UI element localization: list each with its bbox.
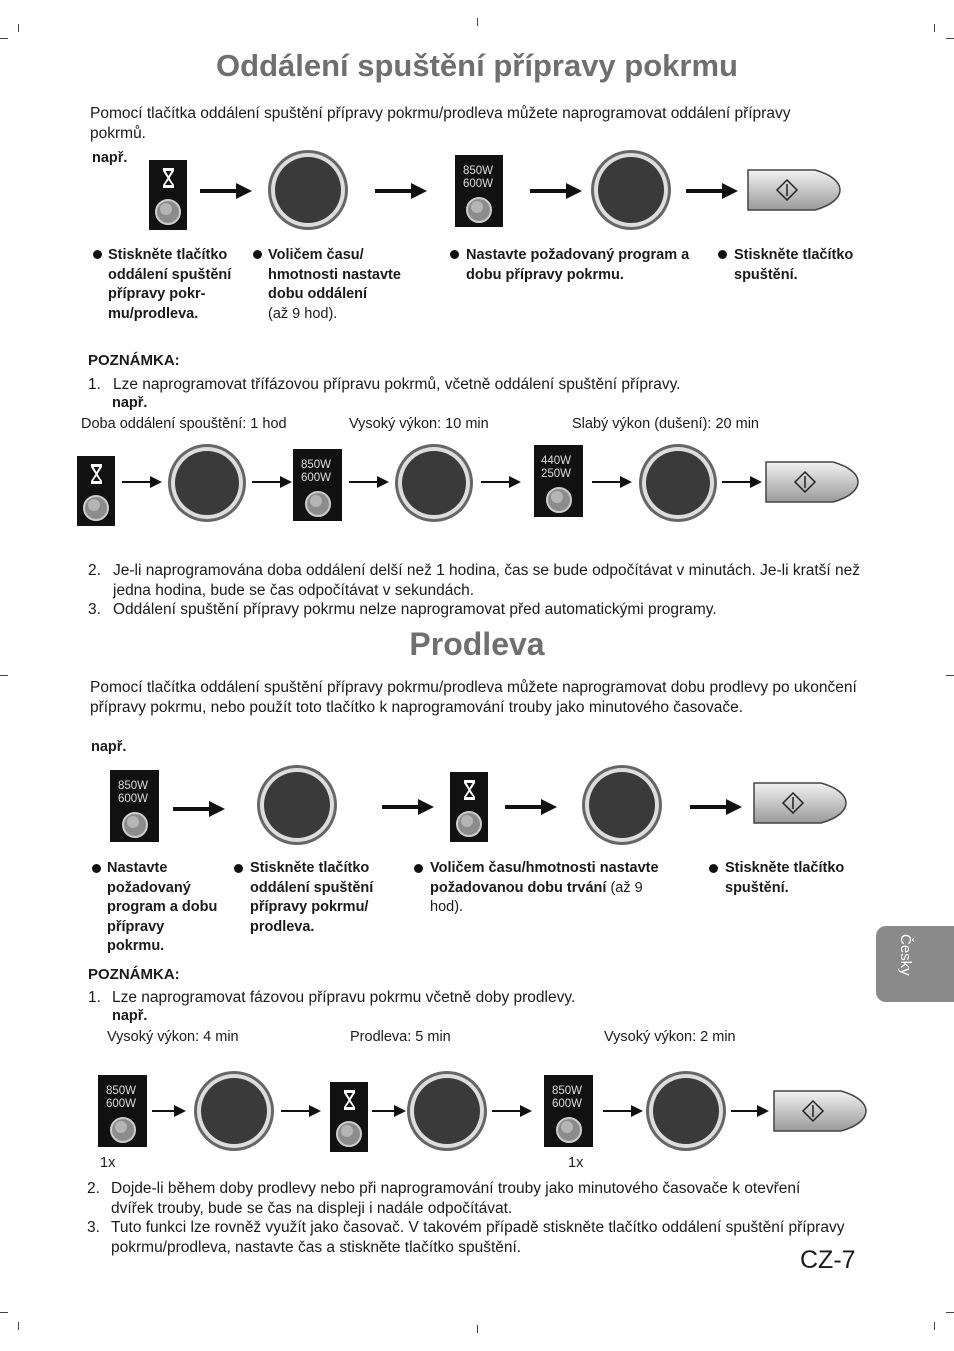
step-text-bold: Voličem času/hmotnosti nastavte požadovanou dobu trvání	[430, 860, 659, 896]
step-text	[430, 859, 670, 918]
arrow-right-icon	[281, 1104, 321, 1123]
power-level-label: 850W	[301, 459, 332, 471]
power-button	[293, 449, 342, 521]
note-heading: POZNÁMKA:	[88, 966, 180, 983]
start-button	[751, 780, 849, 831]
start-button	[745, 167, 843, 218]
arrow-right-icon	[592, 475, 632, 494]
step-text	[734, 246, 874, 285]
crop-mark	[477, 1325, 478, 1333]
step-text-normal: (až 9 hod).	[268, 305, 338, 322]
sequence-label: Vysoký výkon: 2 min	[604, 1029, 736, 1045]
sequence-label: Vysoký výkon: 10 min	[349, 416, 489, 432]
arrow-right-icon	[603, 1104, 643, 1123]
delay-button	[77, 456, 115, 531]
arrow-right-icon	[252, 475, 292, 494]
arrow-right-icon	[372, 1104, 406, 1123]
power-level-label: 250W	[541, 468, 572, 480]
language-tab	[876, 926, 954, 1002]
note-number: 1.	[88, 376, 101, 393]
crop-mark	[0, 1312, 8, 1313]
bullet	[234, 864, 243, 873]
arrow-right-icon	[690, 798, 742, 821]
crop-mark	[477, 18, 478, 26]
step-text	[250, 859, 390, 937]
step-text	[466, 246, 701, 285]
press-count: 1x	[100, 1155, 116, 1171]
power-level-label: 440W	[541, 455, 572, 467]
arrow-right-icon	[152, 1104, 186, 1123]
power-level-label: 600W	[463, 178, 494, 190]
dial-icon	[638, 443, 718, 528]
step-text-bold: Voličem času/ hmotnosti nastavte dobu oddálení	[268, 247, 401, 302]
press-count: 1x	[568, 1155, 584, 1171]
dial-icon	[394, 443, 474, 528]
arrow-right-icon	[686, 182, 738, 205]
crop-mark	[946, 1312, 954, 1313]
example-label: např.	[91, 739, 127, 755]
start-button	[771, 1088, 869, 1139]
bullet	[93, 250, 102, 259]
dial-icon	[406, 1070, 488, 1157]
power-level-label: 850W	[106, 1085, 137, 1097]
arrow-right-icon	[173, 800, 225, 823]
bullet	[414, 864, 423, 873]
power-button	[98, 1075, 147, 1147]
dial-icon	[590, 149, 672, 236]
step-text	[107, 859, 222, 957]
crop-mark	[0, 675, 8, 676]
bullet	[718, 250, 727, 259]
arrow-right-icon	[722, 475, 762, 494]
power-level-label: 850W	[552, 1085, 583, 1097]
arrow-right-icon	[505, 798, 557, 821]
step-text	[268, 246, 418, 324]
note-text: Lze naprogramovat třífázovou přípravu pokrmů, včetně oddálení spuštění přípravy.	[113, 376, 681, 393]
arrow-right-icon	[481, 475, 521, 494]
bullet	[450, 250, 459, 259]
note-number: 2.	[87, 1180, 100, 1197]
note-text: Dojde-li během doby prodlevy nebo při naprogramování trouby jako minutového časovače k otevření dvířek trouby, bude se čas na displeji i nadále odpočítávat.	[111, 1180, 801, 1217]
note-text: Tuto funkci lze rovněž využít jako časovač. V takovém případě stiskněte tlačítko oddálení spuštění přípravy pokrmu/prodleva, nastavte čas a stiskněte tlačítko spuštění.	[111, 1219, 845, 1256]
step-text-bold: Stiskněte tlačítko spuštění.	[734, 247, 854, 283]
sequence-label: Vysoký výkon: 4 min	[107, 1029, 239, 1045]
crop-mark	[934, 24, 935, 32]
arrow-right-icon	[122, 475, 162, 494]
power-button	[455, 155, 503, 227]
arrow-right-icon	[375, 182, 427, 205]
crop-mark	[934, 1322, 935, 1330]
example-label: např.	[92, 150, 128, 166]
note-number: 1.	[88, 989, 101, 1006]
intro-paragraph: Pomocí tlačítka oddálení spuštění přípravy pokrmu/prodleva můžete naprogramovat oddálení přípravy pokrmů.	[90, 105, 791, 142]
step-text-bold: Stiskněte tlačítko oddálení spuštění přípravy pokr-mu/prodleva.	[108, 247, 232, 322]
note-text: Lze naprogramovat fázovou přípravu pokrmu včetně doby prodlevy.	[112, 989, 576, 1006]
note-number: 3.	[88, 601, 101, 618]
section-title-hold: Prodleva	[409, 626, 545, 662]
delay-button	[450, 772, 488, 847]
step-text-normal: (až 9 hod).	[430, 879, 643, 915]
arrow-right-icon	[492, 1104, 532, 1123]
bullet	[92, 864, 101, 873]
crop-mark	[946, 38, 954, 39]
arrow-right-icon	[530, 182, 582, 205]
crop-mark	[946, 675, 954, 676]
crop-mark	[18, 24, 19, 32]
note-text: Je-li naprogramována doba oddálení delší než 1 hodina, čas se bude odpočítávat v minutách. Je-li kratší než jedna hodina, bude se čas odpočítávat v sekundách.	[113, 562, 861, 599]
sequence-label: Slabý výkon (dušení): 20 min	[572, 416, 759, 432]
start-button	[763, 459, 861, 510]
crop-mark	[0, 38, 8, 39]
dial-icon	[581, 764, 663, 851]
example-label: např.	[112, 1008, 148, 1024]
power-level-label: 600W	[118, 793, 149, 805]
power-level-label: 600W	[552, 1098, 583, 1110]
bullet	[253, 250, 262, 259]
step-text-bold: Stiskněte tlačítko oddálení spuštění přípravy pokrmu/ prodleva.	[250, 860, 374, 935]
note-heading: POZNÁMKA:	[88, 352, 180, 369]
intro-paragraph: Pomocí tlačítka oddálení spuštění přípravy pokrmu/prodleva můžete naprogramovat dobu prodlevy po ukončení přípravy pokrmu, nebo použít toto tlačítko k naprogramování trouby jako minutového časovače.	[90, 679, 857, 716]
power-button	[110, 770, 159, 842]
step-text	[108, 246, 243, 324]
arrow-right-icon	[731, 1104, 769, 1123]
bullet	[709, 864, 718, 873]
arrow-right-icon	[382, 798, 434, 821]
language-tab-label: Česky	[897, 934, 914, 976]
section-title-delay: Oddálení spuštění přípravy pokrmu	[216, 48, 738, 83]
sequence-label: Doba oddálení spouštění: 1 hod	[81, 416, 287, 432]
arrow-right-icon	[200, 182, 252, 205]
delay-button	[149, 160, 187, 235]
dial-icon	[193, 1070, 275, 1157]
page-number: CZ-7	[800, 1246, 856, 1274]
dial-icon	[167, 443, 247, 528]
sequence-label: Prodleva: 5 min	[350, 1029, 451, 1045]
step-text-bold: Nastavte požadovaný program a dobu přípravy pokrmu.	[107, 860, 218, 954]
power-level-label: 850W	[463, 165, 494, 177]
step-text	[725, 859, 865, 898]
arrow-right-icon	[349, 475, 389, 494]
dial-icon	[267, 149, 349, 236]
step-text-bold: Nastavte požadovaný program a dobu přípravy pokrmu.	[466, 247, 690, 283]
power-button	[544, 1075, 593, 1147]
dial-icon	[645, 1070, 727, 1157]
note-number: 3.	[87, 1219, 100, 1236]
step-text-bold: Stiskněte tlačítko spuštění.	[725, 860, 845, 896]
delay-button	[330, 1082, 368, 1157]
power-level-label: 600W	[106, 1098, 137, 1110]
note-number: 2.	[88, 562, 101, 579]
power-level-label: 850W	[118, 780, 149, 792]
note-text: Oddálení spuštění přípravy pokrmu nelze naprogramovat před automatickými programy.	[113, 601, 717, 618]
example-label: např.	[112, 395, 148, 411]
crop-mark	[18, 1322, 19, 1330]
power-level-label: 600W	[301, 472, 332, 484]
power-button	[534, 445, 583, 517]
dial-icon	[256, 764, 338, 851]
